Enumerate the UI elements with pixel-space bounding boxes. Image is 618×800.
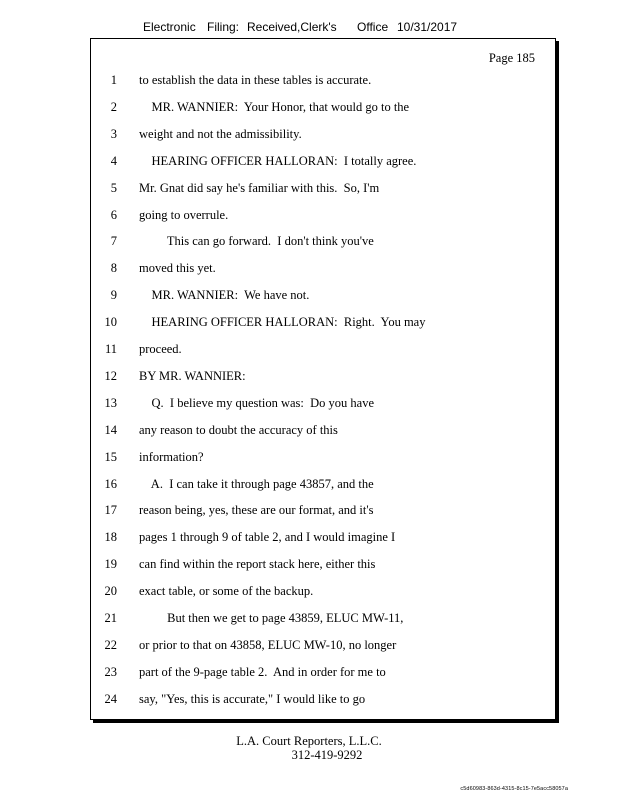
line-number: 2 xyxy=(110,99,117,114)
line-text: Mr. Gnat did say he's familiar with this. So, I'm xyxy=(139,180,380,195)
line-number: 9 xyxy=(110,288,117,303)
transcript-line xyxy=(91,528,555,546)
line-number: 4 xyxy=(110,153,117,168)
transcript-line xyxy=(91,71,555,89)
transcript-line xyxy=(91,286,555,304)
line-number: 8 xyxy=(110,261,117,276)
line-number: 22 xyxy=(104,637,117,652)
transcript-line xyxy=(91,340,555,358)
line-number: 12 xyxy=(104,368,117,383)
line-text: any reason to doubt the accuracy of this xyxy=(139,422,338,437)
line-text: This can go forward. I don't think you've xyxy=(139,234,374,249)
line-text: A. I can take it through page 43857, and the xyxy=(139,476,374,491)
transcript-line xyxy=(91,582,555,600)
line-text: exact table, or some of the backup. xyxy=(139,584,314,599)
document-id: c5d60983-863d-4315-8c15-7e5acc58057a xyxy=(460,786,568,792)
transcript-page-frame xyxy=(90,38,556,720)
header-received: Received,Clerk's xyxy=(247,20,337,34)
line-number: 7 xyxy=(110,234,117,249)
line-text: Q. I believe my question was: Do you have xyxy=(139,395,375,410)
line-text: part of the 9-page table 2. And in order for me to xyxy=(139,664,386,679)
transcript-line xyxy=(91,394,555,412)
transcript-line xyxy=(91,421,555,439)
line-number: 16 xyxy=(104,476,117,491)
transcript-line xyxy=(91,367,555,385)
footer xyxy=(0,734,618,762)
header-filing: Filing: xyxy=(207,20,240,34)
line-number: 20 xyxy=(104,584,117,599)
transcript-line xyxy=(91,555,555,573)
line-number: 5 xyxy=(110,180,117,195)
line-text: But then we get to page 43859, ELUC MW-11, xyxy=(139,611,404,625)
transcript-line xyxy=(91,152,555,170)
line-text: moved this yet. xyxy=(139,261,216,276)
line-text: HEARING OFFICER HALLORAN: Right. You may xyxy=(139,315,426,330)
transcript-line xyxy=(91,98,555,116)
line-text: proceed. xyxy=(139,342,182,356)
line-number: 18 xyxy=(104,530,117,545)
line-number: 11 xyxy=(104,342,117,356)
transcript-line xyxy=(91,232,555,250)
transcript-line xyxy=(91,125,555,143)
line-text: MR. WANNIER: Your Honor, that would go to the xyxy=(139,99,410,114)
transcript-line xyxy=(91,609,555,627)
line-text: HEARING OFFICER HALLORAN: I totally agree. xyxy=(139,153,417,168)
line-text: going to overrule. xyxy=(139,207,229,222)
line-number: 13 xyxy=(104,395,117,410)
line-text: BY MR. WANNIER: xyxy=(139,368,246,383)
transcript-line xyxy=(91,636,555,654)
transcript-line xyxy=(91,259,555,277)
line-number: 10 xyxy=(104,315,117,330)
line-number: 6 xyxy=(110,207,117,222)
line-text: or prior to that on 43858, ELUC MW-10, no longer xyxy=(139,637,397,652)
line-number: 14 xyxy=(104,422,117,437)
reporter-company: L.A. Court Reporters, L.L.C. xyxy=(236,734,382,748)
header-date: 10/31/2017 xyxy=(397,20,458,34)
transcript-line xyxy=(91,690,555,708)
line-number: 21 xyxy=(104,611,117,625)
line-text: to establish the data in these tables is accurate. xyxy=(139,73,372,87)
line-number: 15 xyxy=(104,449,117,464)
line-number: 3 xyxy=(110,126,117,141)
header-electronic: Electronic xyxy=(143,20,196,34)
transcript-line xyxy=(91,448,555,466)
transcript-line xyxy=(91,206,555,224)
line-number: 1 xyxy=(110,73,117,87)
transcript-line xyxy=(91,179,555,197)
header-office: Office xyxy=(357,20,389,34)
line-text: MR. WANNIER: We have not. xyxy=(139,288,310,303)
transcript-line xyxy=(91,313,555,331)
line-text: weight and not the admissibility. xyxy=(139,126,302,141)
line-number: 24 xyxy=(104,691,117,706)
line-number: 19 xyxy=(104,557,117,572)
line-text: can find within the report stack here, either this xyxy=(139,557,376,572)
transcript-line xyxy=(91,663,555,681)
line-number: 23 xyxy=(104,664,117,679)
line-text: reason being, yes, these are our format, and it's xyxy=(139,503,374,518)
page-number: Page 185 xyxy=(488,51,535,65)
line-text: pages 1 through 9 of table 2, and I would imagine I xyxy=(139,530,396,545)
line-number: 17 xyxy=(104,503,117,518)
line-text: information? xyxy=(139,449,204,464)
transcript-line xyxy=(91,501,555,519)
reporter-phone: 312-419-9292 xyxy=(291,748,363,762)
transcript-line xyxy=(91,475,555,493)
line-text: say, "Yes, this is accurate," I would like to go xyxy=(139,691,366,706)
